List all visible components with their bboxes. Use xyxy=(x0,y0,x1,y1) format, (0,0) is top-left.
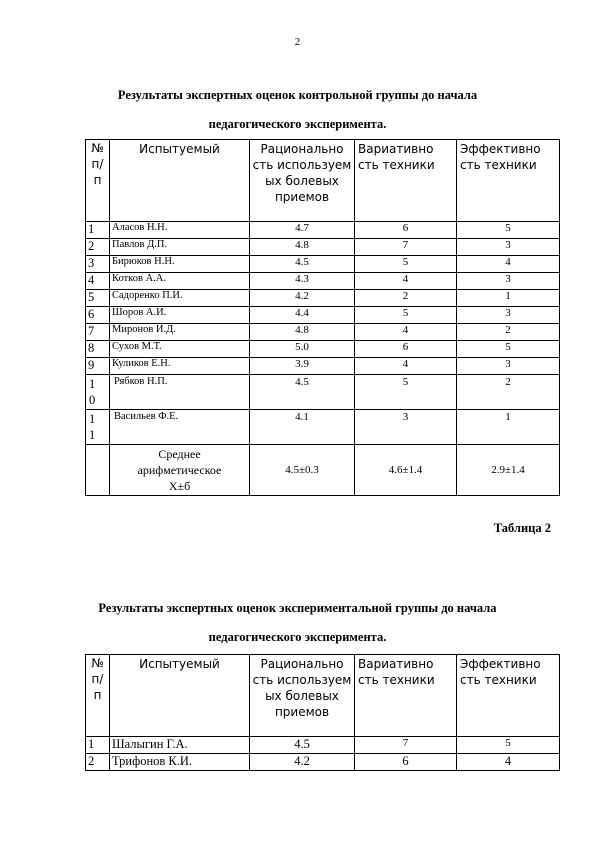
row-variability: 3 xyxy=(355,410,457,445)
header-efficiency: Эффективно сть техники xyxy=(457,140,560,222)
header-rational: Рационально сть используем ых болевых приемов xyxy=(250,140,355,222)
table-row xyxy=(86,222,560,239)
row-name: Рябков Н.П. xyxy=(110,375,250,410)
row-efficiency: 5 xyxy=(457,341,560,358)
header-num-line: п/ xyxy=(91,672,104,686)
page-number: 2 xyxy=(294,36,301,48)
table-header-row xyxy=(86,655,560,737)
row-num: 6 xyxy=(86,307,110,324)
row-efficiency: 2 xyxy=(457,324,560,341)
table2-title-line2: педагогического эксперимента. xyxy=(208,630,387,644)
table-row xyxy=(86,358,560,375)
row-efficiency: 3 xyxy=(457,239,560,256)
row-variability: 7 xyxy=(355,737,457,754)
average-row xyxy=(86,445,560,496)
average-label xyxy=(110,445,250,496)
row-efficiency: 3 xyxy=(457,273,560,290)
header-num-line: № xyxy=(91,656,104,670)
table-row xyxy=(86,410,560,445)
table-row xyxy=(86,754,560,771)
average-variability: 4.6±1.4 xyxy=(355,445,457,496)
row-efficiency: 4 xyxy=(457,754,560,771)
row-num: 2 xyxy=(86,754,110,771)
row-num-line: 1 xyxy=(89,428,96,442)
row-rational: 4.8 xyxy=(250,239,355,256)
header-name: Испытуемый xyxy=(110,140,250,222)
row-rational: 4.1 xyxy=(250,410,355,445)
row-variability: 4 xyxy=(355,273,457,290)
row-rational: 4.8 xyxy=(250,324,355,341)
row-num: 9 xyxy=(86,358,110,375)
header-num-line: п xyxy=(93,688,102,702)
row-num: 1 xyxy=(86,737,110,754)
average-rational: 4.5±0.3 xyxy=(250,445,355,496)
row-rational: 4.5 xyxy=(250,737,355,754)
row-variability: 4 xyxy=(355,358,457,375)
row-name: Миронов И.Д. xyxy=(110,324,250,341)
row-name: Бирюков Н.Н. xyxy=(110,256,250,273)
average-label-line: арифметическое xyxy=(137,463,222,477)
row-num: 5 xyxy=(86,290,110,307)
row-efficiency: 3 xyxy=(457,358,560,375)
row-efficiency: 4 xyxy=(457,256,560,273)
row-rational: 3.9 xyxy=(250,358,355,375)
row-name: Павлов Д.П. xyxy=(110,239,250,256)
row-num xyxy=(86,410,110,445)
header-name: Испытуемый xyxy=(110,655,250,737)
row-num: 3 xyxy=(86,256,110,273)
control-group-table xyxy=(85,139,560,496)
row-rational: 4.2 xyxy=(250,754,355,771)
header-num-line: № xyxy=(91,141,104,155)
header-variability: Вариативно сть техники xyxy=(355,140,457,222)
row-variability: 2 xyxy=(355,290,457,307)
header-variability: Вариативно сть техники xyxy=(355,655,457,737)
row-efficiency: 3 xyxy=(457,307,560,324)
average-efficiency: 2.9±1.4 xyxy=(457,445,560,496)
average-num xyxy=(86,445,110,496)
row-name: Садоренко П.И. xyxy=(110,290,250,307)
row-variability: 4 xyxy=(355,324,457,341)
header-num xyxy=(86,140,110,222)
row-rational: 4.7 xyxy=(250,222,355,239)
header-num-line: п/ xyxy=(91,157,104,171)
row-variability: 6 xyxy=(355,754,457,771)
row-num-line: 0 xyxy=(89,393,96,407)
table-row xyxy=(86,375,560,410)
row-efficiency: 5 xyxy=(457,737,560,754)
row-num: 8 xyxy=(86,341,110,358)
row-rational: 4.4 xyxy=(250,307,355,324)
row-name: Аласов Н.Н. xyxy=(110,222,250,239)
row-variability: 5 xyxy=(355,375,457,410)
row-name: Шоров А.И. xyxy=(110,307,250,324)
row-rational: 4.3 xyxy=(250,273,355,290)
row-variability: 5 xyxy=(355,256,457,273)
row-efficiency: 1 xyxy=(457,290,560,307)
row-rational: 4.5 xyxy=(250,256,355,273)
row-rational: 4.2 xyxy=(250,290,355,307)
table1-title-line1: Результаты экспертных оценок контрольной группы до начала xyxy=(117,88,478,102)
row-efficiency: 2 xyxy=(457,375,560,410)
table-row xyxy=(86,737,560,754)
header-rational: Рационально сть используем ых болевых приемов xyxy=(250,655,355,737)
experimental-group-table xyxy=(85,654,560,771)
row-name: Шалыгин Г.А. xyxy=(110,737,250,754)
row-name: Котков А.А. xyxy=(110,273,250,290)
header-num-line: п xyxy=(93,173,102,187)
table-row xyxy=(86,324,560,341)
table-row xyxy=(86,256,560,273)
row-name: Трифонов К.И. xyxy=(110,754,250,771)
row-variability: 6 xyxy=(355,341,457,358)
row-num: 7 xyxy=(86,324,110,341)
table1-title-line2: педагогического эксперимента. xyxy=(208,117,387,131)
average-label-line: X±б xyxy=(168,479,191,493)
table-row xyxy=(86,341,560,358)
row-num: 2 xyxy=(86,239,110,256)
row-efficiency: 5 xyxy=(457,222,560,239)
table-row xyxy=(86,239,560,256)
table-row xyxy=(86,290,560,307)
table2-title-line1: Результаты экспертных оценок экспериментальной группы до начала xyxy=(98,601,497,615)
row-variability: 6 xyxy=(355,222,457,239)
row-name: Васильев Ф.Е. xyxy=(110,410,250,445)
row-num-line: 1 xyxy=(89,377,96,391)
row-num xyxy=(86,375,110,410)
table-header-row xyxy=(86,140,560,222)
row-variability: 5 xyxy=(355,307,457,324)
average-label-line: Среднее xyxy=(158,447,201,461)
row-rational: 4.5 xyxy=(250,375,355,410)
table-row xyxy=(86,307,560,324)
table-row xyxy=(86,273,560,290)
table-caption: Таблица 2 xyxy=(493,521,551,535)
header-efficiency: Эффективно сть техники xyxy=(457,655,560,737)
row-variability: 7 xyxy=(355,239,457,256)
row-rational: 5.0 xyxy=(250,341,355,358)
row-num: 4 xyxy=(86,273,110,290)
row-name: Куликов Е.Н. xyxy=(110,358,250,375)
header-num xyxy=(86,655,110,737)
row-name: Сухов М.Т. xyxy=(110,341,250,358)
row-num-line: 1 xyxy=(89,412,96,426)
row-efficiency: 1 xyxy=(457,410,560,445)
row-num: 1 xyxy=(86,222,110,239)
